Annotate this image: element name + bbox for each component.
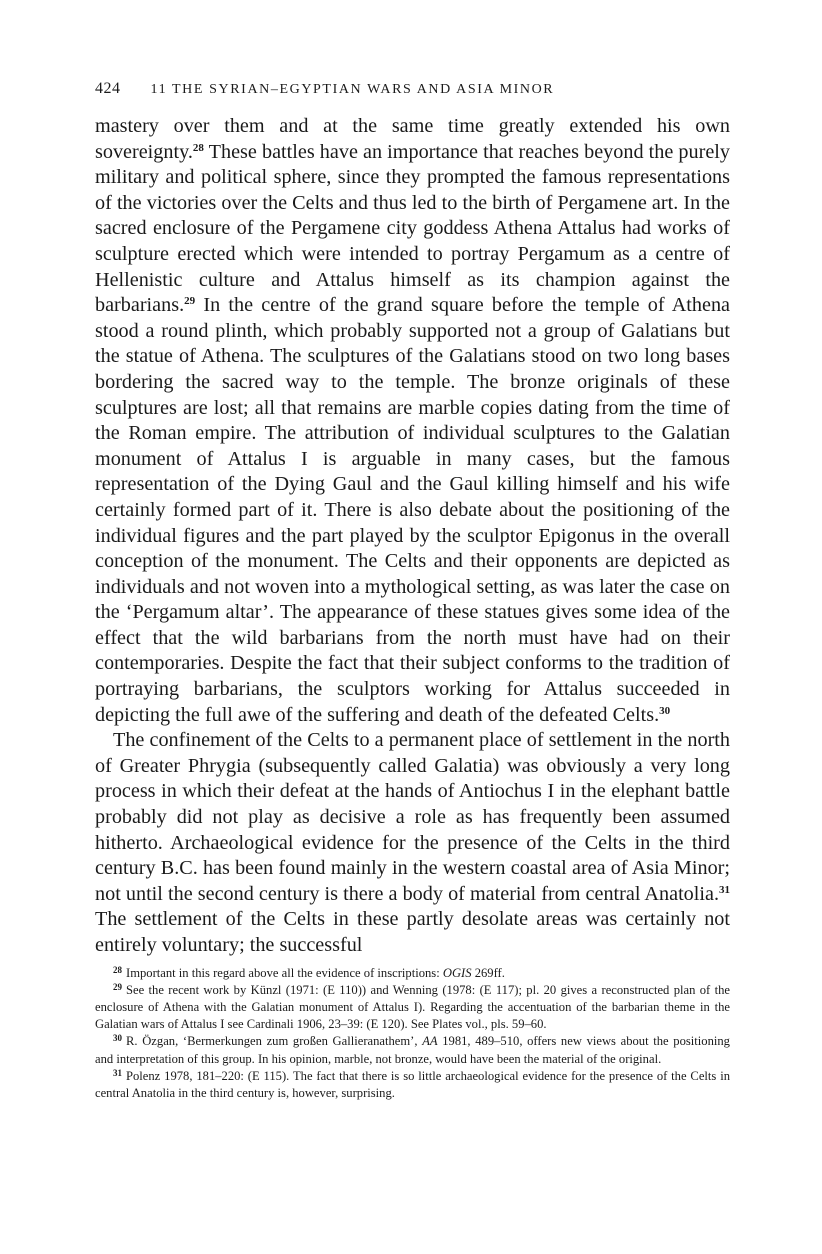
footnote-italic: OGIS [442, 965, 472, 980]
running-head [95, 80, 730, 102]
footnote-28 [95, 965, 730, 982]
page-number: 424 [95, 80, 121, 97]
footnote-text: R. Özgan, ‘Bermerkungen zum großen Gallieranathem’, [126, 1034, 423, 1049]
text-run: These battles have an importance that reaches beyond the purely military and political sphere, since they prompted the famous representations of the victories over the Celts and thus led to the birth of Pergamene art. In the sacred enclosure of the Pergamene city goddess Athena Attalus had works of sculpture erected which were intended to portray Pergamum as a centre of Hellenistic culture and Attalus himself as its champion against the barbarians. [95, 140, 730, 317]
running-title: 11 THE SYRIAN–EGYPTIAN WARS AND ASIA MINOR [150, 82, 555, 97]
body-text [95, 114, 730, 959]
page [95, 80, 730, 1102]
text-run: The settlement of the Celts in these partly desolate areas was certainly not entirely voluntary; the successful [95, 908, 730, 956]
footnote-ref-28: 28 [192, 141, 204, 154]
footnote-text: Important in this regard above all the evidence of inscriptions: [126, 965, 443, 980]
text-run: The confinement of the Celts to a permanent place of settlement in the north of Greater Phrygia (subsequently called Galatia) was obviously a very long process in which their defeat at the hands of Antiochus I in the elephant battle probably did not play as decisive a role as has frequently been assumed hitherto. Archaeological evidence for the presence of the Celts in the third century B.C. has been found mainly in the western coastal area of Asia Minor; not until the second century is there a body of material from central Anatolia. [95, 729, 730, 905]
text-run: mastery over them and at the same time greatly extended his own sovereignty. [95, 115, 730, 163]
footnote-text: See the recent work by Künzl (1971: (E 110)) and Wenning (1978: (E 117); pl. 20 gives a reconstructed plan of the enclosure of Athena with the Galatian monument of Attalus I). Regarding the accentuation of the barbarian theme in the Galatian wars of Attalus I see Cardinali 1906, 23–39: (E 120). See Plates vol., pls. 59–60. [95, 982, 730, 1032]
footnote-number: 30 [113, 1033, 122, 1044]
footnote-ref-29: 29 [184, 295, 196, 308]
footnote-italic: AA [422, 1034, 438, 1049]
footnote-number: 28 [113, 964, 122, 975]
text-run: In the centre of the grand square before the temple of Athena stood a round plinth, which probably supported not a group of Galatians but the statue of Athena. The sculptures of the Galatians stood on two long bases bordering the sacred way to the temple. The bronze originals of these sculptures are lost; all that remains are marble copies dating from the time of the Roman empire. The attribution of individual sculptures to the Galatian monument of Attalus I is arguable in many cases, but the famous representation of the Dying Gaul and the Gaul killing himself and his wife certainly formed part of it. There is also debate about the positioning of the individual figures and the part played by the sculptor Epigonus in the overall conception of the monument. The Celts and their opponents are depicted as individuals and not woven into a mythological setting, as was later the case on the ‘Pergamum altar’. The appearance of these statues gives some idea of the effect that the wild barbarians from the north must have had on their contemporaries. Despite the fact that their subject conforms to the tradition of portraying barbarians, the sculptors working for Attalus succeeded in depicting the full awe of the suffering and death of the defeated Celts. [95, 294, 730, 726]
footnote-ref-30: 30 [659, 704, 671, 717]
footnote-text: Polenz 1978, 181–220: (E 115). The fact that there is so little archaeological evidence for the presence of the Celts in central Anatolia in the third century is, however, surprising. [95, 1068, 730, 1101]
footnotes [95, 965, 730, 1103]
footnote-text: 1981, 489–510, offers new views about the positioning and interpretation of this group. In his opinion, marble, not bronze, would have been the material of the original. [95, 1034, 730, 1066]
footnote-text: 269ff. [471, 965, 505, 980]
footnote-number: 31 [113, 1067, 122, 1078]
footnote-number: 29 [113, 981, 122, 992]
paragraph-1 [95, 114, 730, 728]
footnote-ref-31: 31 [719, 883, 730, 896]
paragraph-2 [95, 728, 730, 958]
footnote-31 [95, 1068, 730, 1102]
footnote-30 [95, 1033, 730, 1067]
footnote-29 [95, 982, 730, 1034]
